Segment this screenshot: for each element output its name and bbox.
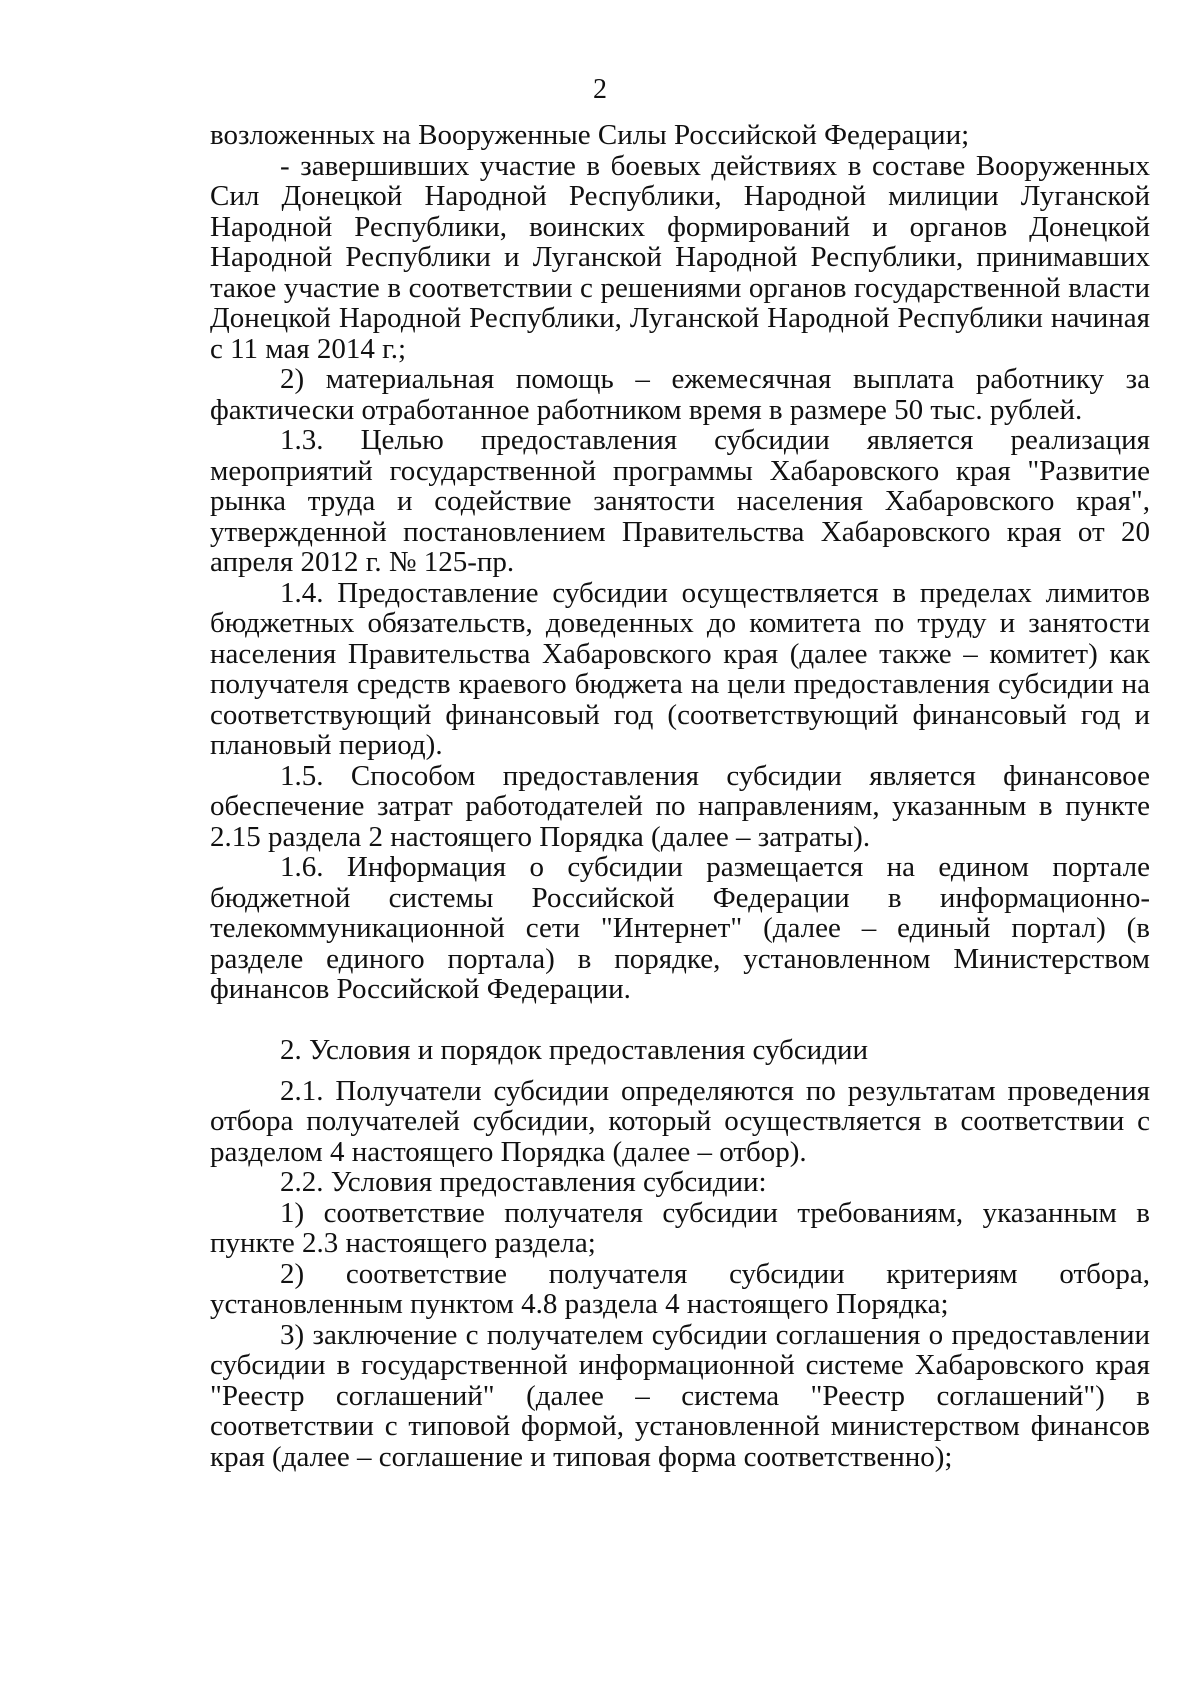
section-heading-2: 2. Условия и порядок предоставления субсидии bbox=[280, 1034, 869, 1066]
paragraph-material-aid: 2) материальная помощь – ежемесячная выплата работнику за фактически отработанное работником время в размере 50 тыс. рублей. bbox=[210, 363, 1150, 426]
paragraph-1-4: 1.4. Предоставление субсидии осуществляется в пределах лимитов бюджетных обязательств, доведенных до комитета по труду и занятости населения Правительства Хабаровского края (далее также – комитет) как получателя средств краевого бюджета на цели предоставления субсидии на соответствующий финансовый год (соответствующий финансовый год и плановый период). bbox=[210, 576, 1150, 761]
list-item-condition-3: 3) заключение с получателем субсидии соглашения о предоставлении субсидии в государственной информационной системе Хабаровского края "Реестр соглашений" (далее – система "Реестр соглашений") в соответствии с типовой формой, установленной министерством финансов края (далее – соглашение и типовая форма соответственно); bbox=[210, 1318, 1150, 1473]
paragraph-2-2: 2.2. Условия предоставления субсидии: bbox=[280, 1166, 767, 1198]
paragraph-combat-participants: - завершивших участие в боевых действиях в составе Вооруженных Сил Донецкой Народной Республики, Народной милиции Луганской Народной Республики, воинских формирований и органов Донецкой Народной Республики и Луганской Народной Республики, принимавших такое участие в соответствии с решениями органов государственной власти Донецкой Народной Республики, Луганской Народной Республики начиная с 11 мая 2014 г.; bbox=[210, 149, 1150, 365]
paragraph-armed-forces-end: возложенных на Вооруженные Силы Российской Федерации; bbox=[210, 119, 970, 151]
paragraph-2-1: 2.1. Получатели субсидии определяются по результатам проведения отбора получателей субсидии, который осуществляется в соответствии с разделом 4 настоящего Порядка (далее – отбор). bbox=[210, 1074, 1150, 1168]
page-number: 2 bbox=[593, 74, 607, 105]
document-body bbox=[210, 120, 1150, 1472]
list-item-condition-2: 2) соответствие получателя субсидии критериям отбора, установленным пунктом 4.8 раздела 4 настоящего Порядка; bbox=[210, 1257, 1150, 1320]
list-item-condition-1: 1) соответствие получателя субсидии требованиям, указанным в пункте 2.3 настоящего раздела; bbox=[210, 1196, 1150, 1259]
paragraph-1-6: 1.6. Информация о субсидии размещается на едином портале бюджетной системы Российской Федерации в информационно-телекоммуникационной сети "Интернет" (далее – единый портал) (в разделе единого портала) в порядке, установленном Министерством финансов Российской Федерации. bbox=[210, 851, 1150, 1005]
paragraph-1-3: 1.3. Целью предоставления субсидии является реализация мероприятий государственной программы Хабаровского края "Развитие рынка труда и содействие занятости населения Хабаровского края", утвержденной постановлением Правительства Хабаровского края от 20 апреля 2012 г. № 125-пр. bbox=[210, 424, 1150, 578]
paragraph-1-5: 1.5. Способом предоставления субсидии является финансовое обеспечение затрат работодателей по направлениям, указанным в пункте 2.15 раздела 2 настоящего Порядка (далее – затраты). bbox=[210, 759, 1150, 853]
